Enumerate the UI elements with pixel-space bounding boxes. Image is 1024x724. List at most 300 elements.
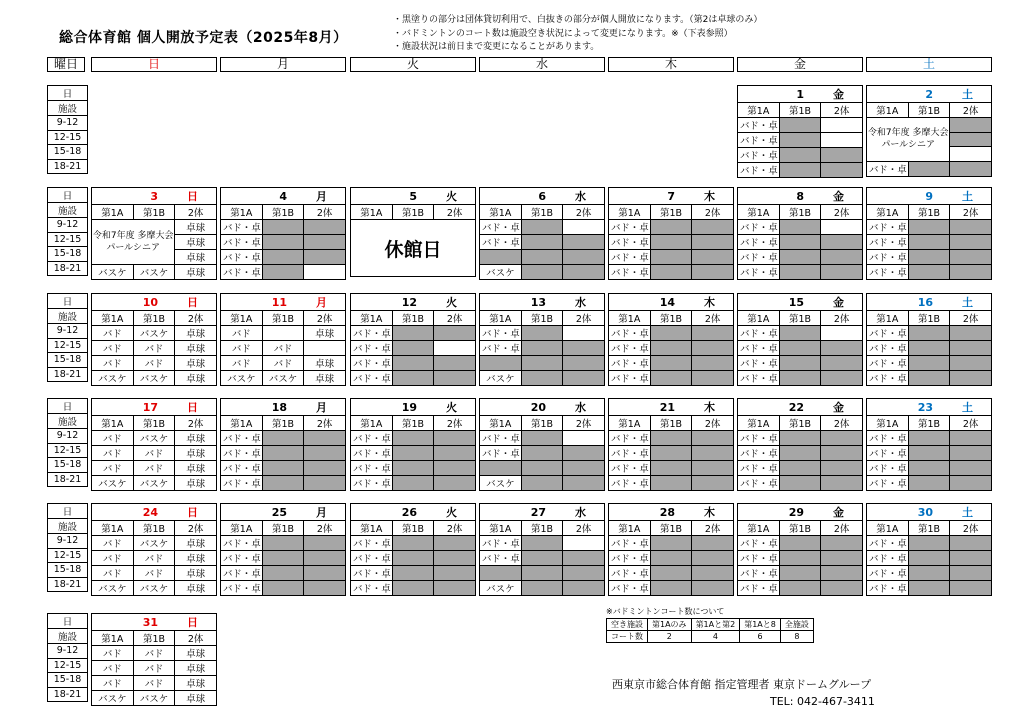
facility-label: 2体	[950, 311, 992, 326]
schedule-cell: バド	[133, 341, 175, 356]
day-header	[92, 188, 217, 205]
facility-label: 第1A	[351, 521, 393, 536]
day-header	[351, 399, 476, 416]
schedule-cell: バド・卓	[738, 220, 780, 235]
schedule-cell: バド・卓	[609, 551, 651, 566]
court-header: 第1Aと8	[740, 619, 781, 631]
schedule-cell	[434, 536, 476, 551]
footer	[612, 676, 875, 710]
schedule-cell: 卓球	[175, 431, 217, 446]
day-number: 11	[271, 296, 287, 309]
schedule-cell	[821, 356, 863, 371]
court-header: 空き施設	[607, 619, 648, 631]
facility-label: 第1B	[908, 521, 950, 536]
schedule-cell: バド・卓	[221, 250, 263, 265]
row-label-time: 18-21	[48, 577, 88, 592]
schedule-cell: バド・卓	[351, 536, 393, 551]
schedule-cell	[950, 250, 992, 265]
day-number: 12	[401, 296, 417, 309]
day-cell	[866, 187, 992, 280]
schedule-cell: バド	[133, 356, 175, 371]
schedule-cell	[480, 461, 522, 476]
schedule-cell: バド・卓	[609, 326, 651, 341]
row-label-day: 日	[48, 188, 88, 203]
facility-label: 第1A	[92, 521, 134, 536]
day-header	[480, 188, 605, 205]
schedule-cell	[434, 476, 476, 491]
day-header	[867, 188, 992, 205]
facility-label: 2体	[175, 416, 217, 431]
schedule-cell: バド・卓	[867, 220, 909, 235]
day-cell	[608, 503, 734, 596]
schedule-cell	[779, 118, 821, 133]
schedule-cell: バド・卓	[221, 265, 263, 280]
schedule-cell: バド・卓	[221, 566, 263, 581]
schedule-cell: バド・卓	[738, 431, 780, 446]
schedule-cell: バスケ	[133, 265, 175, 280]
day-cell	[479, 293, 605, 386]
schedule-cell: バド・卓	[738, 235, 780, 250]
schedule-cell	[521, 264, 563, 279]
schedule-cell	[262, 581, 304, 596]
schedule-cell	[304, 265, 346, 280]
schedule-cell: バド・卓	[480, 536, 522, 551]
facility-label: 第1A	[609, 205, 651, 220]
facility-label: 2体	[692, 416, 734, 431]
facility-label: 第1B	[908, 311, 950, 326]
facility-label: 2体	[821, 205, 863, 220]
row-label-facility: 施設	[48, 101, 88, 116]
schedule-cell	[650, 446, 692, 461]
row-label-time: 18-21	[48, 159, 88, 174]
court-count-note	[606, 606, 814, 643]
schedule-cell	[908, 581, 950, 596]
schedule-cell: バド・卓	[351, 566, 393, 581]
schedule-cell: 卓球	[175, 446, 217, 461]
schedule-cell	[692, 551, 734, 566]
schedule-cell	[262, 566, 304, 581]
facility-label: 2体	[304, 311, 346, 326]
day-header	[92, 294, 217, 311]
schedule-cell: 卓球	[175, 661, 217, 676]
event-label: 令和7年度 多摩大会 パールシニア	[92, 220, 175, 265]
schedule-cell: バド・卓	[351, 341, 393, 356]
schedule-cell: バド・卓	[867, 551, 909, 566]
facility-label: 2体	[304, 205, 346, 220]
day-number: 3	[150, 190, 158, 203]
schedule-cell: バド・卓	[221, 235, 263, 250]
row-label-day: 日	[48, 399, 88, 414]
schedule-cell: バド・卓	[480, 551, 522, 566]
schedule-cell	[692, 326, 734, 341]
schedule-cell	[908, 446, 950, 461]
schedule-cell: バド・卓	[738, 356, 780, 371]
day-header	[480, 294, 605, 311]
schedule-cell	[950, 476, 992, 491]
schedule-cell: バド	[133, 661, 175, 676]
weekday-header-cell: 土	[866, 57, 992, 72]
schedule-cell: バド・卓	[867, 161, 909, 176]
facility-label: 第1B	[133, 205, 175, 220]
row-label-time: 9-12	[48, 116, 88, 131]
schedule-cell	[692, 250, 734, 265]
day-number: 7	[667, 190, 675, 203]
facility-label: 第1A	[92, 416, 134, 431]
row-label-facility: 施設	[48, 414, 88, 429]
schedule-cell	[779, 220, 821, 235]
schedule-cell	[563, 264, 605, 279]
schedule-cell: バド	[133, 646, 175, 661]
schedule-cell	[779, 551, 821, 566]
schedule-cell	[950, 220, 992, 235]
schedule-cell: バド・卓	[738, 133, 780, 148]
schedule-cell: 卓球	[175, 646, 217, 661]
day-cell	[91, 613, 217, 706]
day-cell	[220, 293, 346, 386]
facility-label: 2体	[434, 205, 476, 220]
row-label-time: 15-18	[48, 458, 88, 473]
schedule-cell	[563, 370, 605, 385]
schedule-cell	[950, 371, 992, 386]
schedule-cell: バスケ	[221, 371, 263, 386]
schedule-cell: バド	[92, 676, 134, 691]
schedule-cell	[304, 220, 346, 235]
schedule-cell	[908, 341, 950, 356]
day-cell	[479, 187, 605, 280]
day-header	[867, 294, 992, 311]
facility-label: 第1A	[221, 521, 263, 536]
facility-label: 第1A	[480, 311, 522, 326]
schedule-cell: バド・卓	[351, 551, 393, 566]
day-weekday: 水	[575, 190, 586, 203]
schedule-cell	[304, 581, 346, 596]
schedule-cell	[434, 581, 476, 596]
schedule-cell: バド	[92, 536, 134, 551]
facility-label: 2体	[175, 205, 217, 220]
schedule-cell	[563, 461, 605, 476]
facility-label: 第1B	[908, 103, 950, 118]
facility-label: 第1A	[92, 205, 134, 220]
schedule-cell	[262, 431, 304, 446]
schedule-cell	[434, 431, 476, 446]
facility-label: 2体	[304, 521, 346, 536]
schedule-cell: 卓球	[175, 250, 217, 265]
day-cell	[220, 187, 346, 280]
day-cell	[866, 503, 992, 596]
schedule-cell: バド・卓	[738, 446, 780, 461]
day-header	[609, 399, 734, 416]
schedule-cell: バド	[133, 461, 175, 476]
day-weekday: 日	[187, 190, 198, 203]
schedule-cell: バド・卓	[738, 461, 780, 476]
schedule-cell	[304, 431, 346, 446]
schedule-cell: バド・卓	[738, 265, 780, 280]
schedule-cell	[821, 265, 863, 280]
day-weekday: 日	[187, 296, 198, 309]
schedule-cell	[304, 476, 346, 491]
facility-label: 2体	[950, 521, 992, 536]
facility-label: 第1B	[392, 205, 434, 220]
schedule-cell	[563, 580, 605, 595]
schedule-cell	[650, 476, 692, 491]
schedule-cell: バド・卓	[221, 581, 263, 596]
schedule-cell	[821, 341, 863, 356]
schedule-cell	[779, 235, 821, 250]
schedule-cell: バド・卓	[867, 581, 909, 596]
schedule-cell	[821, 476, 863, 491]
schedule-cell: バド・卓	[738, 326, 780, 341]
schedule-cell	[950, 235, 992, 250]
schedule-cell: バスケ	[92, 476, 134, 491]
schedule-cell	[908, 356, 950, 371]
schedule-cell: バド・卓	[738, 341, 780, 356]
facility-label: 第1B	[521, 521, 563, 536]
schedule-cell	[692, 235, 734, 250]
schedule-cell: バド・卓	[609, 461, 651, 476]
schedule-cell: 卓球	[175, 566, 217, 581]
schedule-cell: バド・卓	[738, 581, 780, 596]
day-cell	[479, 398, 605, 491]
schedule-cell: バド	[92, 326, 134, 341]
day-header	[738, 294, 863, 311]
row-label-time: 12-15	[48, 548, 88, 563]
day-cell	[737, 398, 863, 491]
schedule-cell	[521, 356, 563, 371]
schedule-cell	[692, 566, 734, 581]
schedule-cell: バド・卓	[221, 446, 263, 461]
schedule-cell	[692, 476, 734, 491]
schedule-cell: バスケ	[133, 536, 175, 551]
schedule-cell	[521, 551, 563, 566]
schedule-cell	[908, 566, 950, 581]
schedule-cell	[779, 371, 821, 386]
court-header: 第1Aのみ	[648, 619, 692, 631]
day-header	[221, 399, 346, 416]
schedule-cell: バド	[92, 431, 134, 446]
schedule-cell: バド	[221, 341, 263, 356]
schedule-cell	[692, 371, 734, 386]
facility-label: 第1A	[738, 205, 780, 220]
closed-label: 休館日	[351, 220, 476, 277]
row-label-time: 9-12	[48, 218, 88, 233]
row-label-time: 15-18	[48, 353, 88, 368]
schedule-cell	[392, 551, 434, 566]
schedule-cell: バド・卓	[867, 431, 909, 446]
facility-label: 第1B	[262, 416, 304, 431]
day-header	[609, 504, 734, 521]
schedule-cell	[950, 326, 992, 341]
schedule-cell	[563, 220, 605, 235]
weekday-header-cell: 日	[91, 57, 217, 72]
schedule-cell: バスケ	[92, 265, 134, 280]
schedule-cell	[434, 551, 476, 566]
schedule-cell	[650, 581, 692, 596]
schedule-cell	[563, 446, 605, 461]
schedule-cell	[563, 341, 605, 356]
day-number: 9	[925, 190, 933, 203]
schedule-cell: バド	[221, 326, 263, 341]
facility-label: 2体	[821, 416, 863, 431]
facility-label: 第1B	[779, 521, 821, 536]
schedule-cell	[521, 220, 563, 235]
row-label-table	[47, 293, 88, 382]
facility-label: 第1B	[262, 311, 304, 326]
day-header	[738, 86, 863, 103]
weekday-header-cell: 月	[220, 57, 346, 72]
facility-label: 第1A	[351, 416, 393, 431]
schedule-cell	[392, 356, 434, 371]
schedule-cell	[692, 536, 734, 551]
schedule-cell	[950, 132, 992, 147]
day-header	[480, 399, 605, 416]
facility-label: 第1A	[351, 311, 393, 326]
schedule-cell: バスケ	[133, 581, 175, 596]
court-header: 第1Aと第2	[691, 619, 740, 631]
schedule-cell	[262, 446, 304, 461]
schedule-cell	[779, 356, 821, 371]
schedule-cell: バド・卓	[738, 250, 780, 265]
schedule-cell: 卓球	[175, 341, 217, 356]
facility-label: 第1B	[262, 205, 304, 220]
row-label-time: 12-15	[48, 443, 88, 458]
schedule-cell	[692, 220, 734, 235]
facility-label: 第1B	[133, 311, 175, 326]
day-number: 13	[530, 296, 546, 309]
day-weekday: 木	[704, 401, 715, 414]
facility-label: 第1B	[779, 103, 821, 118]
footer-tel: TEL: 042-467-3411	[770, 695, 875, 708]
day-header	[351, 294, 476, 311]
schedule-cell	[692, 581, 734, 596]
day-header	[738, 399, 863, 416]
day-cell	[737, 503, 863, 596]
schedule-cell	[908, 536, 950, 551]
schedule-cell: バド	[133, 676, 175, 691]
day-header	[221, 294, 346, 311]
schedule-cell: バド・卓	[609, 581, 651, 596]
schedule-cell: バド・卓	[738, 118, 780, 133]
day-weekday: 火	[446, 506, 457, 519]
day-header	[867, 504, 992, 521]
schedule-cell	[950, 431, 992, 446]
day-number: 29	[788, 506, 804, 519]
row-label-table	[47, 85, 88, 174]
row-label-table	[47, 503, 88, 592]
day-number: 1	[796, 88, 804, 101]
schedule-cell	[950, 446, 992, 461]
schedule-cell	[262, 220, 304, 235]
day-header	[480, 504, 605, 521]
day-header	[738, 188, 863, 205]
schedule-cell	[650, 551, 692, 566]
schedule-cell: バド・卓	[738, 476, 780, 491]
day-weekday: 水	[575, 296, 586, 309]
schedule-cell	[779, 163, 821, 178]
schedule-cell: バド・卓	[609, 356, 651, 371]
facility-label: 2体	[563, 311, 605, 326]
row-label-day: 日	[48, 614, 88, 629]
schedule-cell	[779, 148, 821, 163]
facility-label: 第1A	[480, 521, 522, 536]
day-cell	[866, 398, 992, 491]
facility-label: 第1A	[92, 311, 134, 326]
schedule-cell: バド・卓	[351, 476, 393, 491]
row-label-time: 15-18	[48, 673, 88, 688]
schedule-cell	[392, 566, 434, 581]
schedule-cell: バスケ	[92, 691, 134, 706]
schedule-cell	[908, 250, 950, 265]
schedule-cell: バド・卓	[867, 326, 909, 341]
schedule-cell: バスケ	[133, 371, 175, 386]
day-number: 18	[271, 401, 287, 414]
day-weekday: 月	[316, 190, 327, 203]
day-number: 25	[271, 506, 287, 519]
schedule-cell: バド	[92, 661, 134, 676]
facility-label: 2体	[950, 103, 992, 118]
row-label-facility: 施設	[48, 629, 88, 644]
day-header	[92, 399, 217, 416]
facility-label: 第1A	[738, 416, 780, 431]
day-header	[867, 399, 992, 416]
day-weekday: 金	[833, 88, 844, 101]
schedule-cell: バド・卓	[351, 326, 393, 341]
day-weekday: 月	[316, 296, 327, 309]
schedule-cell: バド・卓	[867, 476, 909, 491]
schedule-cell	[434, 326, 476, 341]
schedule-cell: 卓球	[304, 356, 346, 371]
schedule-cell	[480, 250, 522, 265]
schedule-cell	[779, 446, 821, 461]
schedule-cell	[392, 461, 434, 476]
event-label: 令和7年度 多摩大会 パールシニア	[867, 118, 950, 162]
facility-label: 第1A	[867, 311, 909, 326]
court-count-table	[606, 618, 814, 643]
day-header	[609, 294, 734, 311]
facility-label: 2体	[175, 311, 217, 326]
schedule-cell	[392, 341, 434, 356]
row-label-time: 18-21	[48, 261, 88, 276]
day-weekday: 金	[833, 401, 844, 414]
row-label-time: 12-15	[48, 130, 88, 145]
schedule-cell	[434, 446, 476, 461]
day-cell	[91, 187, 217, 280]
day-weekday: 木	[704, 190, 715, 203]
schedule-cell: バド・卓	[867, 566, 909, 581]
schedule-cell: バスケ	[92, 371, 134, 386]
schedule-cell: バド・卓	[867, 265, 909, 280]
schedule-cell	[950, 341, 992, 356]
facility-label: 第1B	[521, 205, 563, 220]
day-number: 23	[917, 401, 933, 414]
schedule-cell: バド・卓	[609, 476, 651, 491]
schedule-cell	[950, 581, 992, 596]
schedule-cell	[563, 326, 605, 341]
schedule-cell	[779, 536, 821, 551]
schedule-cell	[262, 536, 304, 551]
schedule-cell: バド・卓	[609, 341, 651, 356]
schedule-cell: バド・卓	[351, 446, 393, 461]
facility-label: 2体	[563, 205, 605, 220]
court-caption: ※バドミントンコート数について	[606, 607, 725, 616]
day-cell	[608, 187, 734, 280]
schedule-cell	[821, 133, 863, 148]
schedule-cell	[262, 461, 304, 476]
day-cell	[91, 293, 217, 386]
schedule-cell: バド・卓	[609, 566, 651, 581]
schedule-cell	[950, 461, 992, 476]
schedule-cell	[434, 341, 476, 356]
schedule-cell: 卓球	[175, 371, 217, 386]
